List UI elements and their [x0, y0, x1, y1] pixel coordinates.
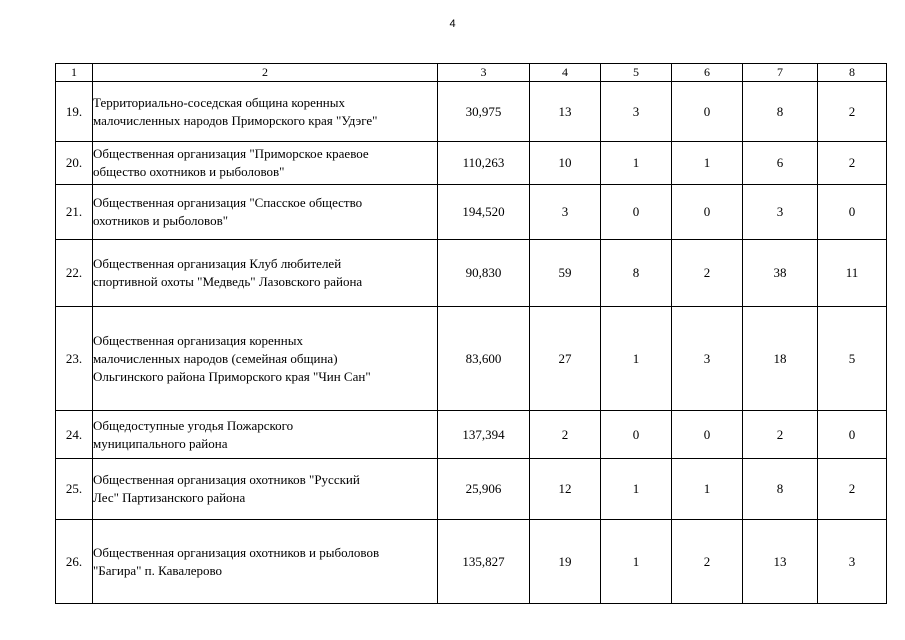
cell-col-5: 0 — [601, 411, 672, 459]
cell-col-6: 0 — [672, 82, 743, 142]
organization-name-line: Общественная организация Клуб любителей — [93, 256, 342, 271]
page-number: 4 — [449, 18, 456, 30]
cell-area: 30,975 — [438, 82, 530, 142]
column-header: 5 — [601, 64, 672, 82]
table-row — [56, 411, 887, 459]
cell-area: 25,906 — [438, 459, 530, 520]
cell-col-6: 3 — [672, 307, 743, 411]
organization-name-line: Общественная организация "Приморское краевое — [93, 146, 369, 161]
organization-name-line: муниципального района — [93, 435, 228, 451]
cell-area: 135,827 — [438, 520, 530, 604]
cell-col-8: 5 — [818, 307, 887, 411]
organization-name-line: спортивной охоты "Медведь" Лазовского района — [93, 274, 363, 289]
organization-name-line: Общественная организация коренных — [93, 332, 303, 348]
table-row — [56, 142, 887, 185]
organization-name-line: малочисленных народов Приморского края "Удэге" — [93, 112, 378, 128]
cell-col-4: 2 — [530, 411, 601, 459]
cell-col-6: 0 — [672, 185, 743, 240]
organization-name — [93, 307, 438, 411]
table-row — [56, 459, 887, 520]
row-number: 21. — [56, 185, 93, 240]
cell-col-6: 2 — [672, 520, 743, 604]
cell-col-7: 8 — [743, 82, 818, 142]
cell-col-5: 1 — [601, 142, 672, 185]
cell-col-6: 0 — [672, 411, 743, 459]
column-header: 2 — [93, 64, 438, 82]
cell-col-5: 1 — [601, 459, 672, 520]
column-header: 7 — [743, 64, 818, 82]
cell-col-4: 10 — [530, 142, 601, 185]
cell-col-7: 3 — [743, 185, 818, 240]
cell-col-4: 59 — [530, 240, 601, 307]
organization-name-line: охотников и рыболовов" — [93, 213, 229, 228]
cell-col-4: 27 — [530, 307, 601, 411]
cell-col-8: 0 — [818, 411, 887, 459]
column-header: 1 — [56, 64, 93, 82]
cell-col-4: 3 — [530, 185, 601, 240]
organization-name — [93, 240, 438, 307]
cell-col-8: 3 — [818, 520, 887, 604]
cell-col-7: 2 — [743, 411, 818, 459]
cell-col-4: 13 — [530, 82, 601, 142]
column-header: 4 — [530, 64, 601, 82]
organization-name — [93, 142, 438, 185]
column-header: 6 — [672, 64, 743, 82]
cell-col-5: 1 — [601, 307, 672, 411]
table-row — [56, 520, 887, 604]
cell-col-8: 2 — [818, 82, 887, 142]
cell-col-7: 6 — [743, 142, 818, 185]
header-row — [56, 64, 887, 82]
cell-area: 137,394 — [438, 411, 530, 459]
cell-col-4: 12 — [530, 459, 601, 520]
organization-name-line: малочисленных народов (семейная община) — [93, 350, 338, 366]
cell-col-5: 0 — [601, 185, 672, 240]
row-number: 26. — [56, 520, 93, 604]
cell-col-7: 38 — [743, 240, 818, 307]
organization-name-line: Ольгинского района Приморского края "Чин Сан" — [93, 368, 371, 384]
cell-col-5: 1 — [601, 520, 672, 604]
cell-col-7: 18 — [743, 307, 818, 411]
organization-name — [93, 520, 438, 604]
row-number: 20. — [56, 142, 93, 185]
row-number: 24. — [56, 411, 93, 459]
row-number: 22. — [56, 240, 93, 307]
organization-name-line: Общественная организация охотников "Русский — [93, 472, 360, 487]
organization-name — [93, 411, 438, 459]
organization-name — [93, 459, 438, 520]
cell-col-8: 2 — [818, 142, 887, 185]
cell-col-6: 1 — [672, 459, 743, 520]
organization-name — [93, 185, 438, 240]
organization-name-line: "Багира" п. Кавалерово — [93, 562, 223, 578]
organization-name-line: Лес" Партизанского района — [93, 490, 246, 505]
organization-name — [93, 82, 438, 142]
cell-col-7: 8 — [743, 459, 818, 520]
cell-col-8: 2 — [818, 459, 887, 520]
cell-area: 90,830 — [438, 240, 530, 307]
organization-name-line: Общественная организация "Спасское общество — [93, 195, 363, 210]
cell-area: 194,520 — [438, 185, 530, 240]
row-number: 19. — [56, 82, 93, 142]
cell-col-6: 1 — [672, 142, 743, 185]
cell-col-7: 13 — [743, 520, 818, 604]
row-number: 25. — [56, 459, 93, 520]
cell-col-4: 19 — [530, 520, 601, 604]
table-row — [56, 185, 887, 240]
row-number: 23. — [56, 307, 93, 411]
cell-col-8: 11 — [818, 240, 887, 307]
organization-name-line: Общедоступные угодья Пожарского — [93, 417, 294, 433]
organization-name-line: Территориально-соседская община коренных — [93, 94, 345, 110]
table-row — [56, 240, 887, 307]
table-row — [56, 307, 887, 411]
cell-col-5: 3 — [601, 82, 672, 142]
cell-area: 83,600 — [438, 307, 530, 411]
cell-col-8: 0 — [818, 185, 887, 240]
column-header: 3 — [438, 64, 530, 82]
cell-col-6: 2 — [672, 240, 743, 307]
table-row — [56, 82, 887, 142]
hunting-grounds-table — [55, 63, 887, 604]
column-header: 8 — [818, 64, 887, 82]
cell-area: 110,263 — [438, 142, 530, 185]
organization-name-line: общество охотников и рыболовов" — [93, 164, 285, 179]
cell-col-5: 8 — [601, 240, 672, 307]
organization-name-line: Общественная организация охотников и рыболовов — [93, 544, 380, 560]
